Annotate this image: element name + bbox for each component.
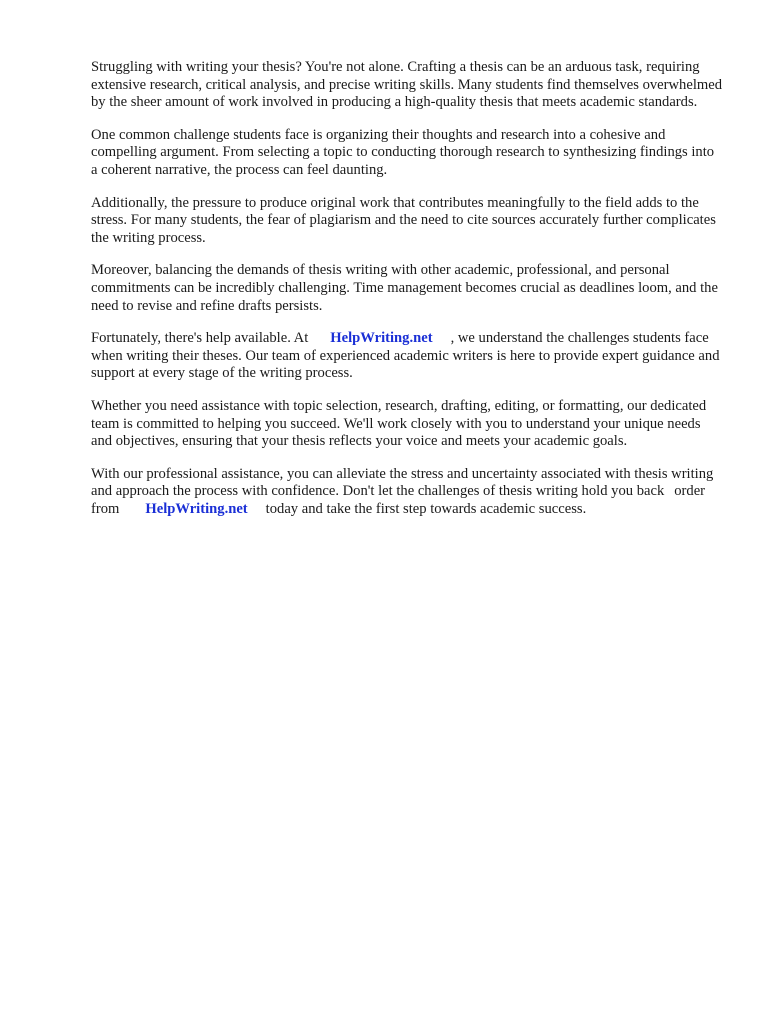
- paragraph-pressure: Additionally, the pressure to produce original work that contributes meaningfully to the field adds to the stress. For many students, the fear of plagiarism and the need to cite sources accurately further complicates the writing process.: [91, 194, 716, 246]
- paragraph-intro: Struggling with writing your thesis? You're not alone. Crafting a thesis can be an arduous task, requiring extensive research, critical analysis, and precise writing skills. Many students find themselves overwhelmed by the sheer amount of work involved in producing a high-quality thesis that meets academic standards.: [91, 59, 723, 111]
- helpwriting-link-closing[interactable]: HelpWriting.net: [145, 500, 248, 517]
- paragraph-closing: [91, 466, 723, 519]
- help-text-before-link: Fortunately, there's help available. At: [91, 330, 309, 347]
- document-body: [91, 59, 723, 533]
- paragraph-challenge: One common challenge students face is organizing their thoughts and research into a cohesive and compelling argument. From selecting a topic to conducting thorough research to synthesizing findings into a coherent narrative, the process can feel daunting.: [91, 126, 715, 178]
- helpwriting-link[interactable]: HelpWriting.net: [330, 330, 433, 347]
- help-text-after-link: , we understand the challenges students face when writing their theses. Our team of experienced academic writers is here to provide expert guidance and support at every stage of the writing process.: [91, 330, 720, 382]
- closing-text-2: order from: [91, 483, 706, 517]
- paragraph-balance: Moreover, balancing the demands of thesis writing with other academic, professional, and personal commitments can be incredibly challenging. Time management becomes crucial as deadlines loom, and the need to revise and refine drafts persists.: [91, 262, 718, 314]
- paragraph-assistance: Whether you need assistance with topic selection, research, drafting, editing, or formatting, our dedicated team is committed to helping you succeed. We'll work closely with you to understand your unique needs and objectives, ensuring that your thesis reflects your voice and meets your academic goals.: [91, 397, 707, 450]
- closing-text-1: With our professional assistance, you can alleviate the stress and uncertainty associated with thesis writing and approach the process with confidence. Don't let the challenges of thesis writing hold you back: [91, 465, 714, 500]
- paragraph-help: [91, 330, 723, 383]
- closing-text-3: today and take the first step towards academic success.: [265, 500, 587, 517]
